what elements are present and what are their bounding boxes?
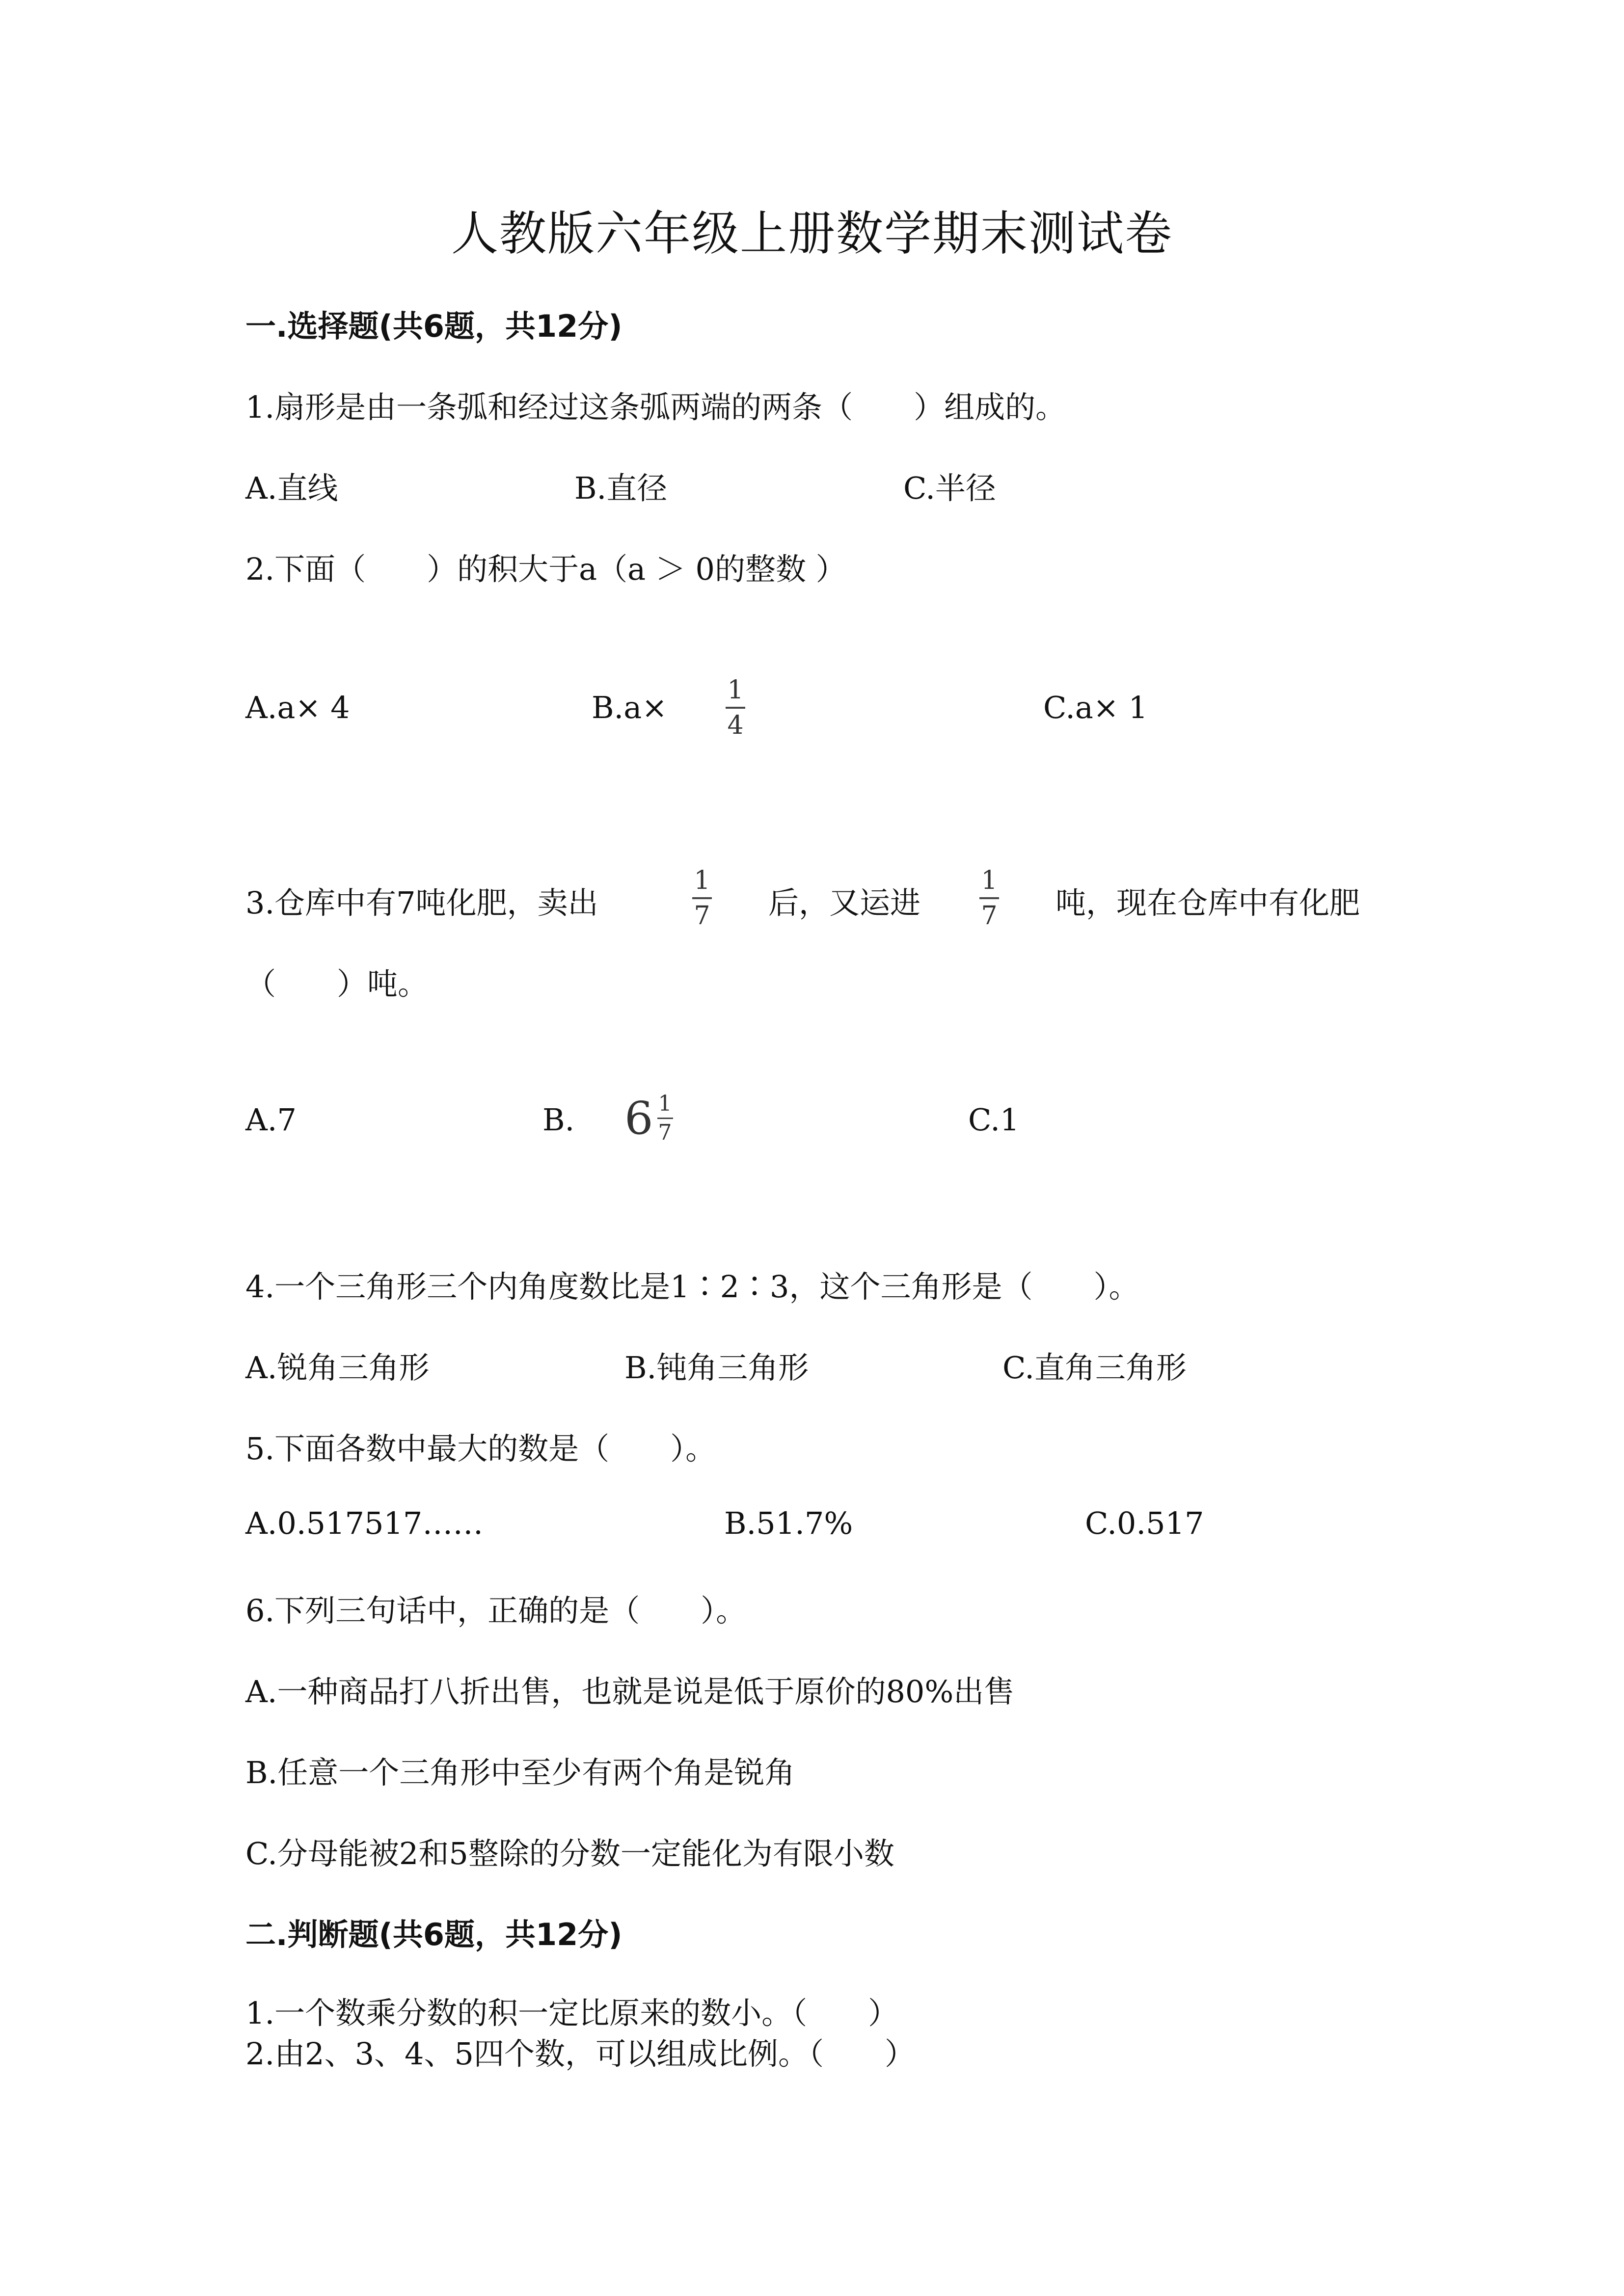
question-6-option-c: C.分母能被2和5整除的分数一定能化为有限小数 bbox=[245, 1836, 894, 1871]
fraction-bar bbox=[657, 1118, 673, 1119]
question-6-option-a: A.一种商品打八折出售，也就是说是低于原价的80%出售 bbox=[245, 1674, 1015, 1709]
question-6-text: 6.下列三句话中，正确的是（ ）。 bbox=[245, 1593, 747, 1629]
question-3-text-start: 3.仓库中有7吨化肥，卖出 bbox=[245, 885, 598, 921]
question-6-option-b: B.任意一个三角形中至少有两个角是锐角 bbox=[245, 1755, 795, 1790]
question-3-option-a: A.7 bbox=[245, 1102, 297, 1138]
question-2-option-b-fraction bbox=[726, 677, 745, 738]
fraction-denominator: 4 bbox=[727, 711, 744, 740]
question-4-option-a: A.锐角三角形 bbox=[245, 1350, 430, 1386]
mixed-number-whole: 6 bbox=[624, 1092, 653, 1145]
question-1-option-c: C.半径 bbox=[903, 470, 996, 506]
question-3-option-c: C.1 bbox=[968, 1102, 1020, 1138]
question-3-text-middle: 后，又运进 bbox=[768, 885, 921, 921]
fraction-denominator: 7 bbox=[658, 1120, 672, 1145]
question-2-text: 2.下面（ ）的积大于a（a ＞ 0的整数 ） bbox=[245, 551, 846, 587]
fraction-bar bbox=[979, 897, 999, 899]
fraction-bar bbox=[726, 707, 745, 709]
question-4-text: 4.一个三角形三个内角度数比是1∶2∶3，这个三角形是（ ）。 bbox=[245, 1269, 1139, 1305]
question-2-option-b: B.a× bbox=[592, 690, 668, 725]
question-1-text: 1.扇形是由一条弧和经过这条弧两端的两条（ ）组成的。 bbox=[245, 389, 1066, 425]
fraction-numerator: 1 bbox=[658, 1091, 672, 1116]
question-2-option-c: C.a× 1 bbox=[1043, 690, 1148, 725]
question-3-option-b: B. bbox=[542, 1102, 575, 1138]
question-2-option-a: A.a× 4 bbox=[245, 690, 350, 725]
question-5-option-a: A.0.517517…… bbox=[245, 1505, 484, 1541]
fraction-denominator: 7 bbox=[694, 901, 710, 931]
question-3-fraction-added bbox=[979, 868, 999, 929]
fraction-bar bbox=[692, 897, 712, 899]
page-title: 人教版六年级上册数学期末测试卷 bbox=[451, 206, 1173, 261]
fraction-denominator: 7 bbox=[981, 901, 998, 931]
mixed-number-fraction bbox=[657, 1093, 673, 1144]
question-4-option-c: C.直角三角形 bbox=[1002, 1350, 1187, 1386]
question-1-option-a: A.直线 bbox=[245, 470, 338, 506]
fraction-numerator: 1 bbox=[727, 675, 744, 705]
question-3-text-end: 吨，现在仓库中有化肥 bbox=[1056, 885, 1360, 921]
question-3-fraction-sold bbox=[692, 868, 712, 929]
question-1-option-b: B.直径 bbox=[574, 470, 668, 506]
question-4-option-b: B.钝角三角形 bbox=[624, 1350, 809, 1386]
fraction-numerator: 1 bbox=[694, 866, 710, 895]
question-5-option-b: B.51.7% bbox=[724, 1505, 853, 1541]
judgement-question-1: 1.一个数乘分数的积一定比原来的数小。（ ） bbox=[245, 1995, 899, 2031]
section-judgement-heading: 二.判断题(共6题，共12分) bbox=[245, 1917, 623, 1952]
judgement-question-2: 2.由2、3、4、5四个数，可以组成比例。（ ） bbox=[245, 2036, 915, 2072]
section-choice-heading: 一.选择题(共6题，共12分) bbox=[245, 308, 623, 344]
question-3-option-b-mixed-number bbox=[624, 1092, 673, 1145]
fraction-numerator: 1 bbox=[981, 866, 998, 895]
question-3-text-line2: （ ）吨。 bbox=[245, 966, 429, 1002]
question-5-text: 5.下面各数中最大的数是（ ）。 bbox=[245, 1431, 716, 1467]
question-5-option-c: C.0.517 bbox=[1085, 1505, 1204, 1541]
